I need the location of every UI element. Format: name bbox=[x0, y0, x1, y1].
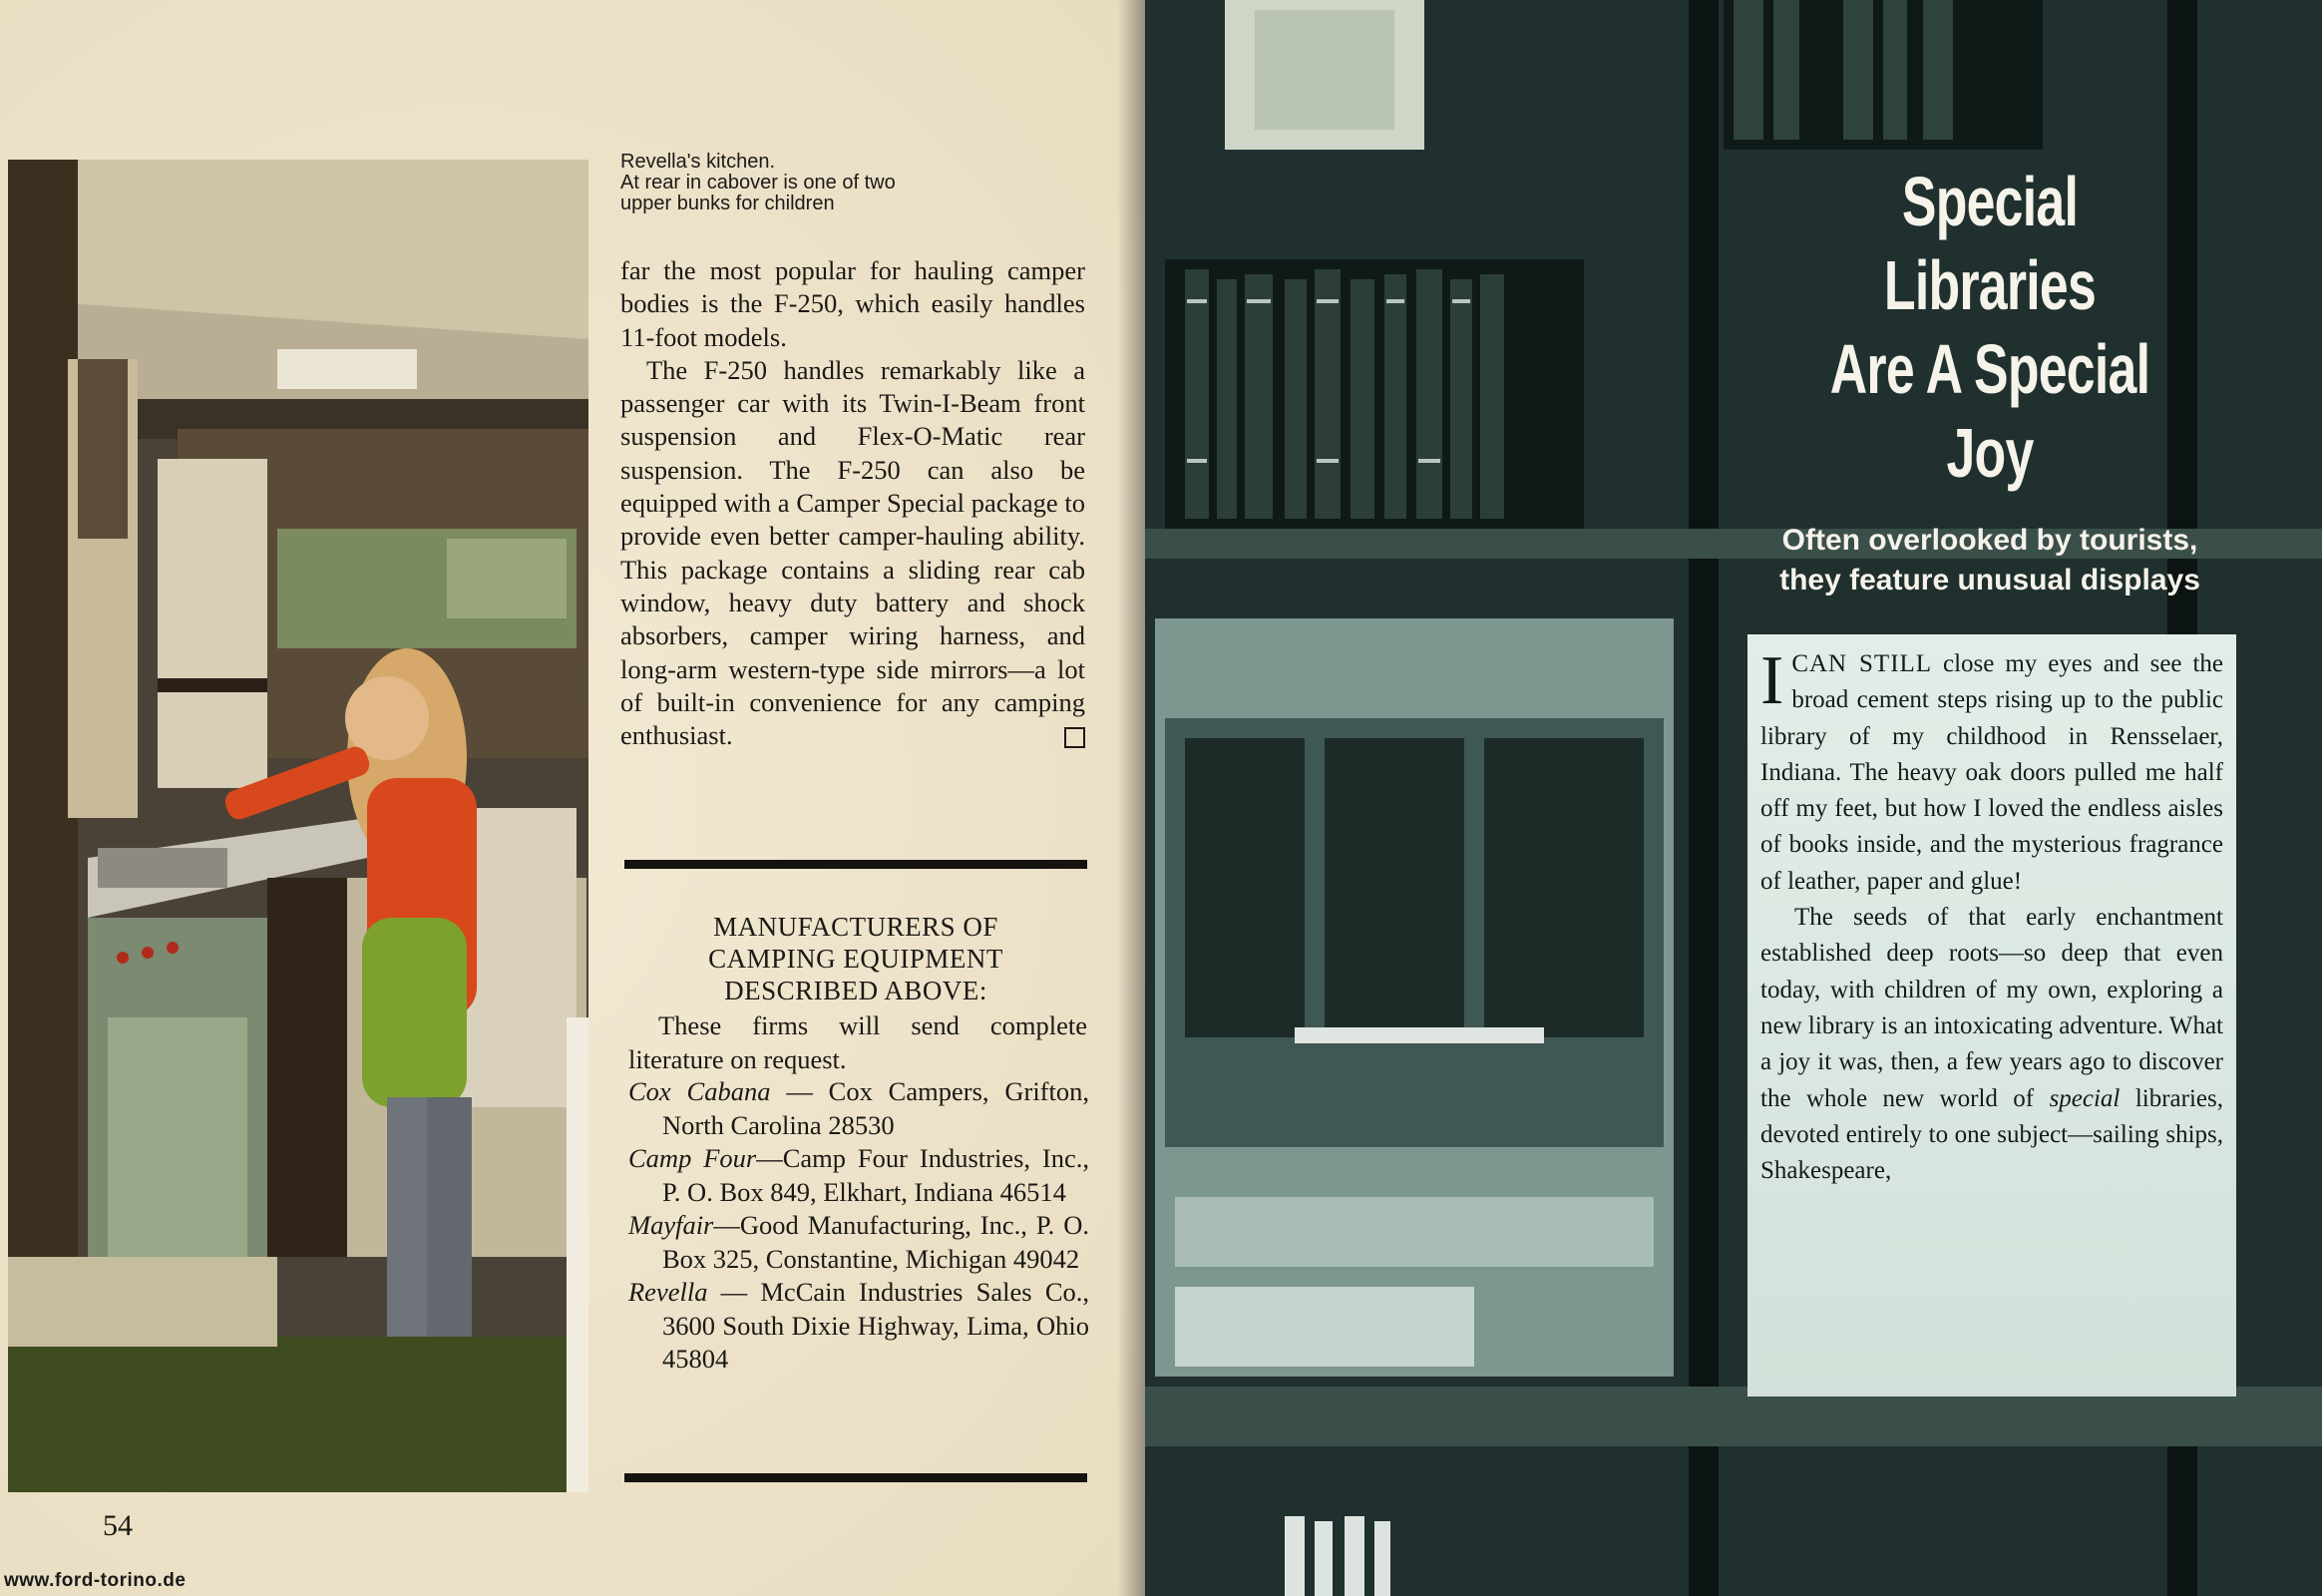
caption-line: At rear in cabover is one of two bbox=[620, 172, 896, 194]
right-page bbox=[1145, 0, 2322, 1596]
paragraph-text: The seeds of that early enchantment established deep roots—so deep that even today, with children of my own, exploring a new library is an intoxicating adventure. What a joy it was, then, a few years ago to discover the whole new world of bbox=[1760, 904, 2223, 1112]
manufacturer-name: Mayfair bbox=[628, 1210, 714, 1240]
paragraph-text: The F-250 handles remarkably like a passenger car with its Twin-I-Beam front suspension and Flex-O-Matic rear suspension. The F-250 can also be equipped with a Camper Special package to provide even better camper-hauling ability. This package contains a sliding rear cab window, heavy duty battery and shock absorbers, camper wiring harness, and long-arm western-type side mirrors—a lot of built-in convenience for any camping enthusiast. bbox=[620, 354, 1085, 751]
caption-line: Revella's kitchen. bbox=[620, 151, 775, 173]
article-title bbox=[1809, 160, 2171, 495]
article-subtitle bbox=[1745, 521, 2234, 600]
caption-line: upper bunks for children bbox=[620, 193, 835, 214]
lead-in: CAN STILL bbox=[1791, 650, 1933, 677]
article-header bbox=[1745, 160, 2234, 657]
heading-line: CAMPING EQUIPMENT bbox=[708, 944, 1003, 974]
section-divider bbox=[624, 1473, 1087, 1482]
manufacturer-entry bbox=[628, 1209, 1089, 1276]
subtitle-line: they feature unusual displays bbox=[1779, 564, 2200, 597]
end-mark-icon bbox=[1064, 727, 1085, 748]
page-number: 54 bbox=[103, 1509, 133, 1542]
manufacturer-entry bbox=[628, 1142, 1089, 1209]
title-line: Special Libraries bbox=[1883, 163, 2097, 324]
manufacturer-name: Revella bbox=[628, 1277, 708, 1307]
heading-line: DESCRIBED ABOVE: bbox=[724, 976, 987, 1005]
paragraph bbox=[1760, 642, 2223, 900]
paragraph: far the most popular for hauling camper bodies is the F-250, which easily handles 11-foot models. bbox=[620, 255, 1085, 352]
paragraph-text: close my eyes and see the broad cement steps rising up to the public library of my childhood in Rensselaer, Indiana. The heavy oak doors pulled me half off my feet, but how I loved the endless aisles of books inside, and the mysterious fragrance of leather, paper and glue! bbox=[1760, 650, 2223, 895]
subtitle-line: Often overlooked by tourists, bbox=[1781, 524, 2198, 557]
article-body-left bbox=[620, 254, 1085, 752]
manufacturer-name: Camp Four bbox=[628, 1143, 757, 1173]
drop-cap: I bbox=[1760, 642, 1784, 719]
manufacturers-intro: These firms will send complete literature on request. bbox=[628, 1010, 1087, 1074]
title-line: Are A Special Joy bbox=[1829, 330, 2150, 492]
manufacturer-detail: — McCain Industries Sales Co., 3600 South Dixie Highway, Lima, Ohio 45804 bbox=[662, 1277, 1089, 1374]
kitchen-photo bbox=[8, 160, 588, 1492]
paragraph-text: libraries, devoted entirely to one subject—sailing ships, Shakespeare, bbox=[1760, 1084, 2223, 1185]
manufacturers-list bbox=[628, 1075, 1089, 1377]
article-body-right bbox=[1760, 642, 2223, 1189]
manufacturer-detail: —Good Manufacturing, Inc., P. O. Box 325, Constantine, Michigan 49042 bbox=[662, 1210, 1089, 1274]
photo-caption bbox=[620, 152, 1079, 214]
manufacturer-entry bbox=[628, 1276, 1089, 1377]
manufacturer-detail: —Camp Four Industries, Inc., P. O. Box 849, Elkhart, Indiana 46514 bbox=[662, 1143, 1089, 1207]
manufacturer-detail: — Cox Campers, Grifton, North Carolina 28530 bbox=[662, 1076, 1089, 1140]
emphasis: special bbox=[2049, 1084, 2121, 1112]
left-page bbox=[0, 0, 1145, 1596]
heading-line: MANUFACTURERS OF bbox=[713, 912, 998, 942]
watermark: www.ford-torino.de bbox=[4, 1570, 187, 1591]
manufacturers-heading bbox=[624, 911, 1087, 1006]
paragraph bbox=[620, 354, 1085, 753]
section-divider bbox=[624, 860, 1087, 869]
paragraph bbox=[1760, 900, 2223, 1189]
manufacturer-name: Cox Cabana bbox=[628, 1076, 771, 1106]
manufacturer-entry bbox=[628, 1075, 1089, 1142]
